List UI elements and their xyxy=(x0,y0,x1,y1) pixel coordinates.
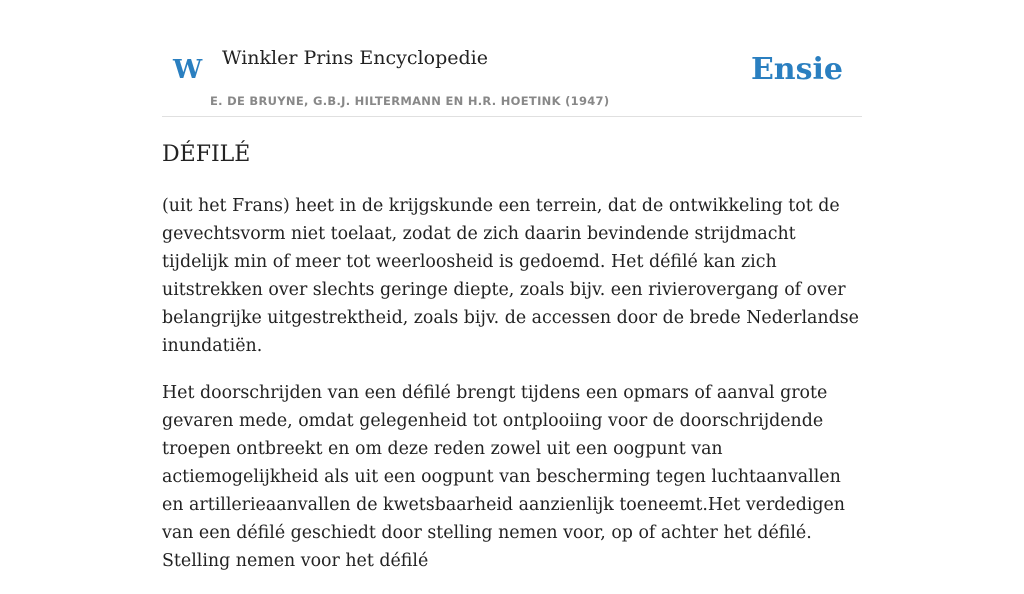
brand-logo[interactable]: Ensie xyxy=(750,52,843,87)
source-title[interactable]: Winkler Prins Encyclopedie xyxy=(222,47,488,69)
page xyxy=(162,0,862,571)
source-authors: E. DE BRUYNE, G.B.J. HILTERMANN EN H.R. HOETINK (1947) xyxy=(210,94,610,108)
article-body xyxy=(162,192,862,594)
source-logo[interactable]: W xyxy=(173,55,203,85)
article-paragraph-1: (uit het Frans) heet in de krijgskunde een terrein, dat de ontwikkeling tot de gevechtsvorm niet toelaat, zodat de zich daarin bevindende strijdmacht tijdelijk min of meer tot weerloosheid is gedoemd. Het défilé kan zich uitstrekken over slechts geringe diepte, zoals bijv. een rivierovergang of over belangrijke uitgestrektheid, zoals bijv. de accessen door de brede Nederlandse inundatiën. xyxy=(162,196,859,356)
article-paragraph-2: Het doorschrijden van een défilé brengt tijdens een opmars of aanval grote gevaren mede, omdat gelegenheid tot ontplooiing voor de doorschrijdende troepen ontbreekt en om deze reden zowel uit een oogpunt van actiemogelijkheid als uit een oogpunt van bescherming tegen luchtaanvallen en artillerieaanvallen de kwetsbaarheid aanzienlijk toeneemt.Het verdedigen van een défilé geschiedt door stelling nemen voor, op of achter het défilé. Stelling nemen voor het défilé xyxy=(162,383,846,571)
site-header xyxy=(162,0,862,117)
article-title: DÉFILÉ xyxy=(162,142,251,167)
